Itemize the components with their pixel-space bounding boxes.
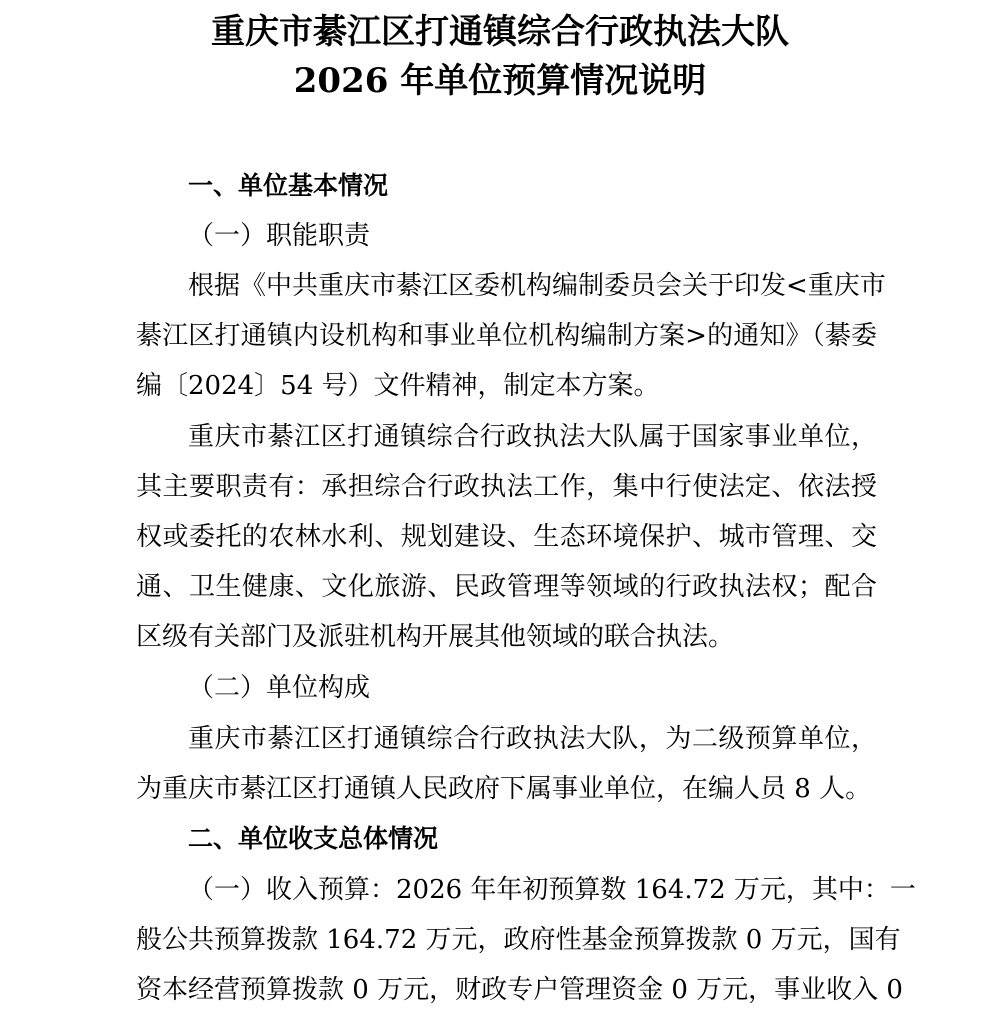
paragraph-line: 编〔2024〕54 号）文件精神，制定本方案。 — [136, 371, 660, 401]
paragraph-line: 般公共预算拨款 164.72 万元，政府性基金预算拨款 0 万元，国有 — [136, 925, 901, 955]
subsection-1-heading: （一）职能职责 — [188, 221, 371, 251]
paragraph-line: 重庆市綦江区打通镇综合行政执法大队属于国家事业单位， — [188, 422, 877, 452]
subsection-2-heading: （二）单位构成 — [188, 673, 371, 703]
paragraph-line: 区级有关部门及派驻机构开展其他领域的联合执法。 — [136, 622, 735, 652]
section-1-heading: 一、单位基本情况 — [188, 171, 389, 200]
document-title-line-1: 重庆市綦江区打通镇综合行政执法大队 — [211, 12, 789, 52]
paragraph-line: 根据《中共重庆市綦江区委机构编制委员会关于印发<重庆市 — [188, 271, 886, 301]
paragraph-line: 重庆市綦江区打通镇综合行政执法大队，为二级预算单位， — [188, 724, 877, 754]
paragraph-line: 其主要职责有：承担综合行政执法工作，集中行使法定、依法授 — [136, 472, 877, 502]
paragraph-line: 资本经营预算拨款 0 万元，财政专户管理资金 0 万元，事业收入 0 — [136, 975, 903, 1005]
paragraph-line: 綦江区打通镇内设机构和事业单位机构编制方案>的通知》（綦委 — [136, 321, 877, 351]
section-2-heading: 二、单位收支总体情况 — [188, 824, 439, 853]
paragraph-line: 通、卫生健康、文化旅游、民政管理等领域的行政执法权；配合 — [136, 572, 877, 602]
paragraph-line: 权或委托的农林水利、规划建设、生态环境保护、城市管理、交 — [136, 522, 877, 552]
paragraph-line: 为重庆市綦江区打通镇人民政府下属事业单位，在编人员 8 人。 — [136, 774, 872, 804]
document-title-line-2: 2026 年单位预算情况说明 — [293, 61, 707, 101]
paragraph-line: （一）收入预算：2026 年年初预算数 164.72 万元，其中：一 — [188, 875, 916, 905]
